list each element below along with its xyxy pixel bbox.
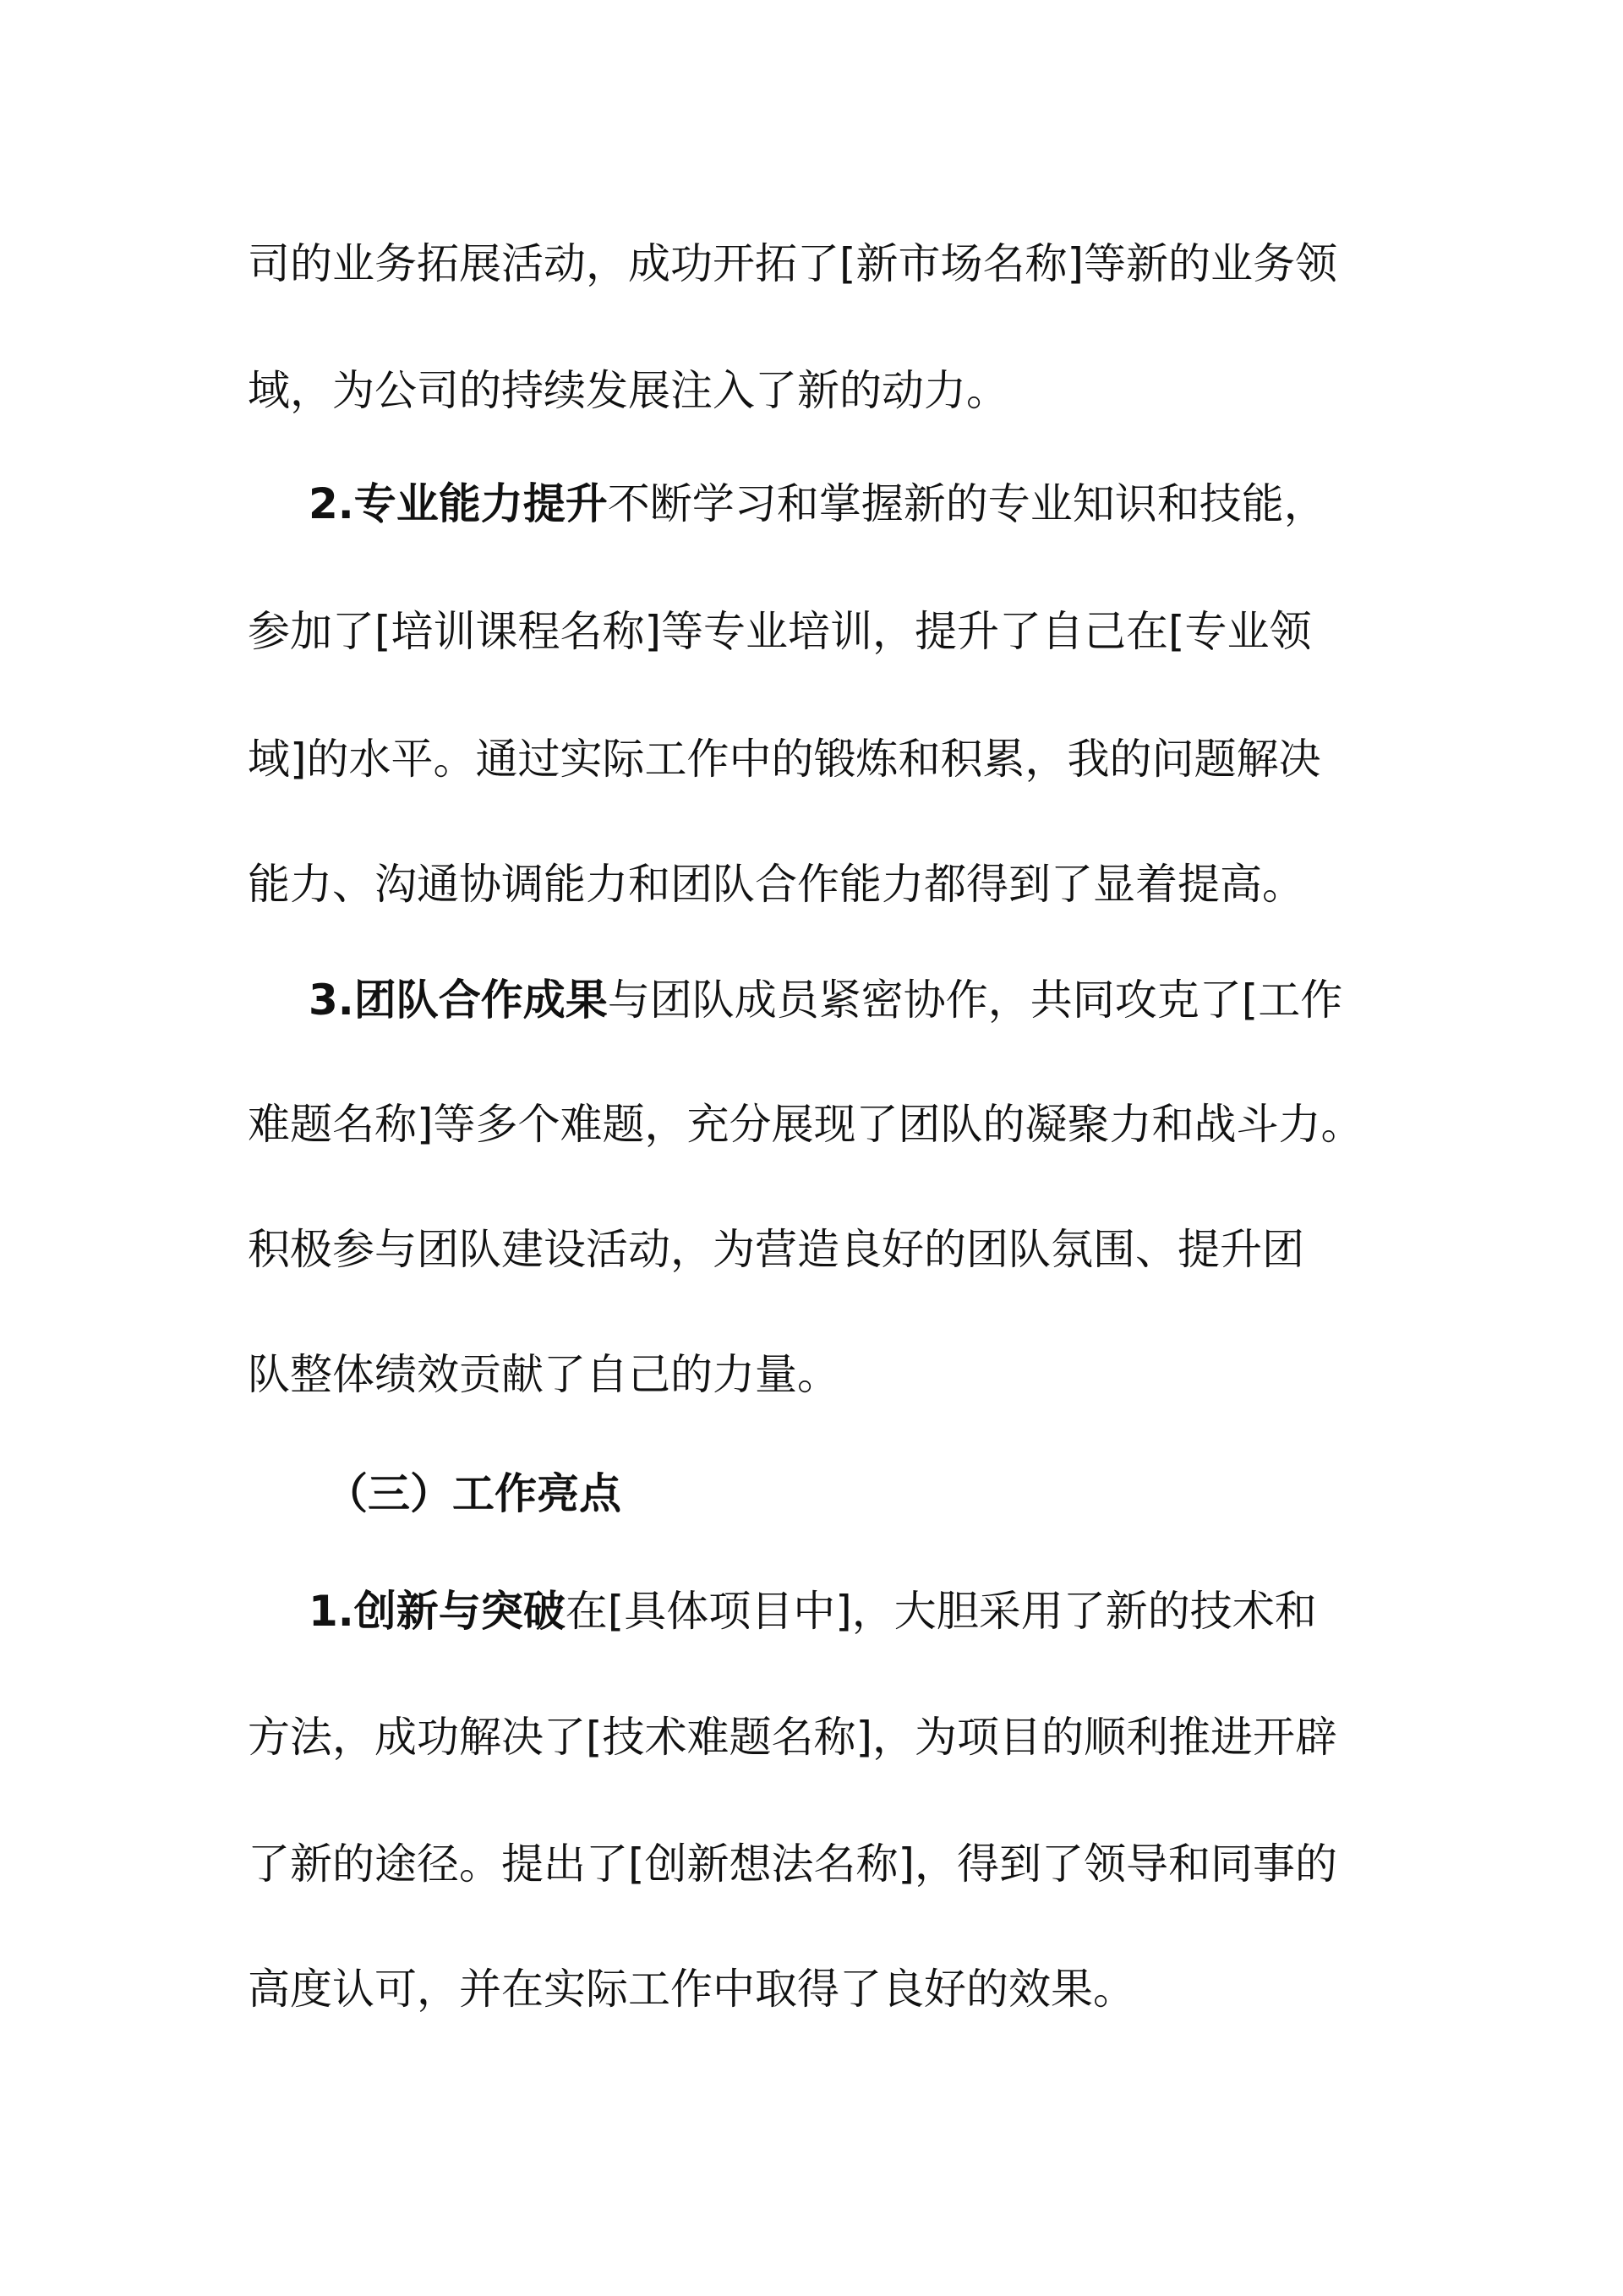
text-line: 队整体绩效贡献了自己的力量。 xyxy=(248,1350,839,1399)
paragraph-heading: 3.团队合作成果 xyxy=(309,976,608,1025)
text-line: 难题名称]等多个难题，充分展现了团队的凝聚力和战斗力。 xyxy=(248,1100,1363,1149)
paragraph-text: 与团队成员紧密协作，共同攻克了[工作 xyxy=(607,976,1343,1025)
text-line: 了新的途径。提出了[创新想法名称]，得到了领导和同事的 xyxy=(248,1840,1338,1889)
text-line: 司的业务拓展活动，成功开拓了[新市场名称]等新的业务领 xyxy=(248,239,1338,288)
section-heading: （三）工作亮点 xyxy=(325,1469,621,1518)
text-line: 域，为公司的持续发展注入了新的动力。 xyxy=(248,366,1008,415)
text-line: 积极参与团队建设活动，为营造良好的团队氛围、提升团 xyxy=(248,1225,1304,1274)
paragraph-innovation xyxy=(309,1586,1492,1637)
paragraph-teamwork xyxy=(309,975,1492,1025)
text-line: 参加了[培训课程名称]等专业培训，提升了自己在[专业领 xyxy=(248,607,1312,656)
text-line: 方法，成功解决了[技术难题名称]，为项目的顺利推进开辟 xyxy=(248,1713,1338,1762)
paragraph-text: 不断学习和掌握新的专业知识和技能， xyxy=(607,479,1326,528)
text-line: 能力、沟通协调能力和团队合作能力都得到了显着提高。 xyxy=(248,860,1304,909)
text-line: 高度认可，并在实际工作中取得了良好的效果。 xyxy=(248,1965,1135,2014)
text-line: 域]的水平。通过实际工作中的锻炼和积累，我的问题解决 xyxy=(248,735,1321,784)
paragraph-professional-skills xyxy=(309,478,1492,529)
paragraph-heading: 2.专业能力提升 xyxy=(309,479,608,528)
paragraph-text: 在[具体项目中]，大胆采用了新的技术和 xyxy=(565,1587,1317,1636)
paragraph-heading: 1.创新与突破 xyxy=(309,1587,566,1636)
